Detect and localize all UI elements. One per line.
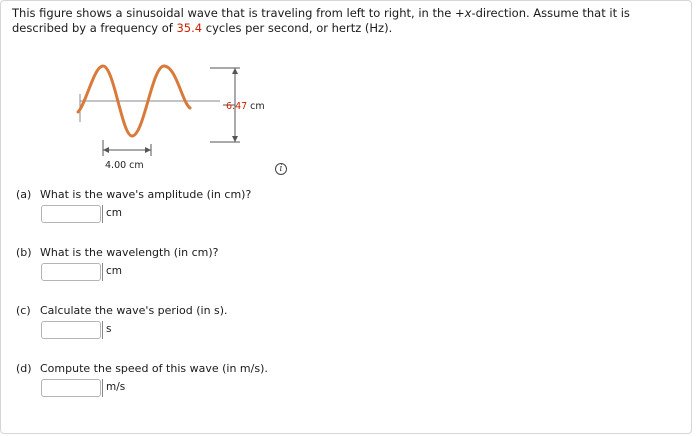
wavelength-label: 4.00 cm (105, 160, 144, 171)
wave-figure (70, 60, 280, 180)
question-a: (a) What is the wave's amplitude (in cm)? (16, 188, 252, 201)
answer-b (41, 263, 122, 281)
problem-statement: This figure shows a sinusoidal wave that is traveling from left to right, in the +x-direction. Assume that it is described by a frequency of 35.4 cycles per second, or hertz (Hz). (12, 6, 630, 35)
speed-unit: m/s (102, 379, 125, 397)
answer-a (41, 205, 122, 223)
speed-input[interactable] (41, 379, 101, 397)
amplitude-input[interactable] (41, 205, 101, 223)
answer-d (41, 379, 125, 397)
wavelength-input[interactable] (41, 263, 101, 281)
wavelength-unit: cm (102, 263, 122, 281)
question-c: (c) Calculate the wave's period (in s). (16, 304, 228, 317)
frequency-value: 35.4 (176, 21, 203, 35)
question-b: (b) What is the wavelength (in cm)? (16, 246, 219, 259)
info-icon[interactable]: i (275, 163, 287, 175)
amplitude-label: 6.47 cm (226, 101, 265, 112)
answer-c (41, 321, 111, 339)
period-unit: s (102, 321, 111, 339)
amplitude-unit: cm (102, 205, 122, 223)
period-input[interactable] (41, 321, 101, 339)
question-d: (d) Compute the speed of this wave (in m/s). (16, 362, 268, 375)
